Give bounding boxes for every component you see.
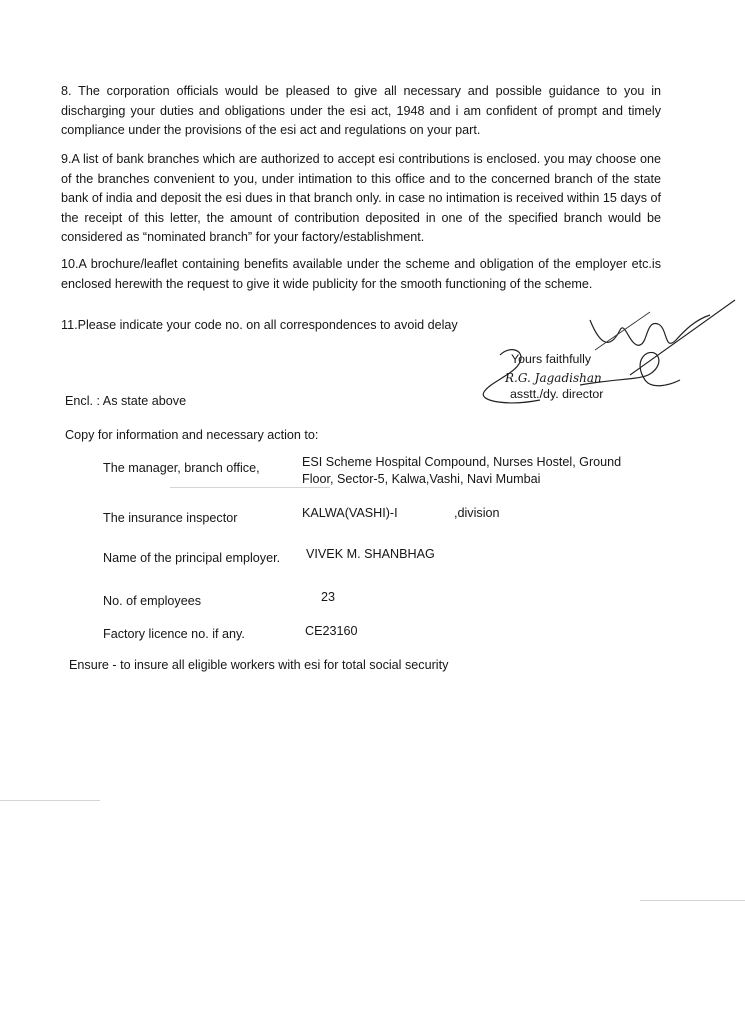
scan-speck	[0, 800, 100, 801]
closing-text: Yours faithfully	[511, 352, 592, 366]
employer-value: VIVEK M. SHANBHAG	[306, 547, 435, 561]
enclosure-note: Encl. : As state above	[65, 394, 187, 408]
designation: asstt./dy. director	[510, 387, 604, 401]
paragraph-11: 11.Please indicate your code no. on all correspondences to avoid delay	[61, 318, 458, 332]
branch-value-line1: ESI Scheme Hospital Compound, Nurses Hostel, Ground	[302, 455, 622, 469]
employees-value: 23	[321, 590, 336, 604]
branch-value-line2: Floor, Sector-5, Kalwa,Vashi, Navi Mumbai	[302, 472, 541, 486]
paragraph-10: 10.A brochure/leaflet containing benefits available under the scheme and obligation of the employer etc.is enclosed herewith the request to give it wide publicity for the smooth functioning of the scheme.	[61, 257, 661, 291]
paragraph-9: 9.A list of bank branches which are authorized to accept esi contributions is enclosed. you may choose one of the branches convenient to you, under intimation to this office and to the concerned branch of the state bank of india and deposit the esi dues in that branch only. in case no intimation is received within 15 days of the receipt of this letter, the amount of contribution deposited in one of the specified branch would be considered as “nominated branch” for your factory/establishment.	[61, 152, 661, 244]
inspector-value: KALWA(VASHI)-I	[302, 506, 398, 520]
branch-label: The manager, branch office,	[103, 461, 260, 475]
licence-value: CE23160	[305, 624, 358, 638]
scan-speck	[640, 900, 745, 901]
handwritten-name: R.G. Jagadishan	[505, 371, 602, 385]
employees-label: No. of employees	[103, 594, 202, 608]
footer-note: Ensure - to insure all eligible workers with esi for total social security	[69, 658, 449, 672]
inspector-suffix: ,division	[454, 506, 500, 520]
scan-speck	[170, 487, 330, 488]
copy-intro: Copy for information and necessary action to:	[65, 428, 319, 442]
licence-label: Factory licence no. if any.	[103, 627, 245, 641]
paragraph-8: 8. The corporation officials would be pleased to give all necessary and possible guidance to you in discharging your duties and obligations under the esi act, 1948 and i am confident of prompt and timely compliance under the provisions of the esi act and regulations on your part.	[61, 84, 661, 137]
employer-label: Name of the principal employer.	[103, 551, 281, 565]
inspector-label: The insurance inspector	[103, 511, 238, 525]
